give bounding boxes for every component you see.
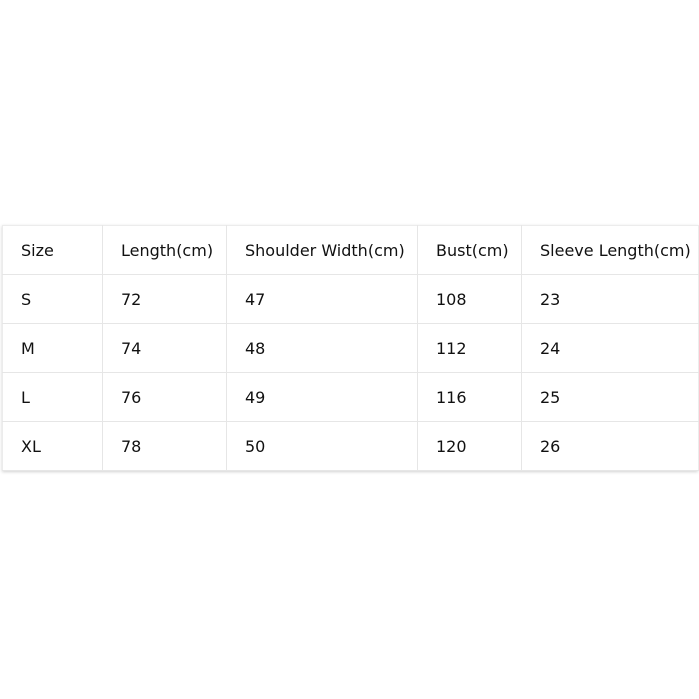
table-header-row bbox=[3, 226, 699, 275]
cell-bust: 112 bbox=[418, 324, 522, 373]
cell-size: XL bbox=[3, 422, 103, 471]
table-row bbox=[3, 422, 699, 471]
header-sleeve-length: Sleeve Length(cm) bbox=[522, 226, 699, 275]
cell-length: 76 bbox=[103, 373, 227, 422]
cell-bust: 116 bbox=[418, 373, 522, 422]
cell-sleeve-length: 25 bbox=[522, 373, 699, 422]
header-shoulder-width: Shoulder Width(cm) bbox=[227, 226, 418, 275]
cell-sleeve-length: 26 bbox=[522, 422, 699, 471]
header-length: Length(cm) bbox=[103, 226, 227, 275]
cell-length: 78 bbox=[103, 422, 227, 471]
table-row bbox=[3, 275, 699, 324]
cell-size: M bbox=[3, 324, 103, 373]
cell-bust: 108 bbox=[418, 275, 522, 324]
cell-sleeve-length: 24 bbox=[522, 324, 699, 373]
cell-length: 72 bbox=[103, 275, 227, 324]
cell-shoulder-width: 48 bbox=[227, 324, 418, 373]
header-bust: Bust(cm) bbox=[418, 226, 522, 275]
cell-bust: 120 bbox=[418, 422, 522, 471]
cell-shoulder-width: 47 bbox=[227, 275, 418, 324]
header-size: Size bbox=[3, 226, 103, 275]
table-row bbox=[3, 324, 699, 373]
cell-sleeve-length: 23 bbox=[522, 275, 699, 324]
cell-length: 74 bbox=[103, 324, 227, 373]
cell-shoulder-width: 50 bbox=[227, 422, 418, 471]
cell-shoulder-width: 49 bbox=[227, 373, 418, 422]
size-chart-table bbox=[2, 225, 699, 471]
table-row bbox=[3, 373, 699, 422]
size-chart bbox=[2, 225, 698, 471]
cell-size: S bbox=[3, 275, 103, 324]
cell-size: L bbox=[3, 373, 103, 422]
